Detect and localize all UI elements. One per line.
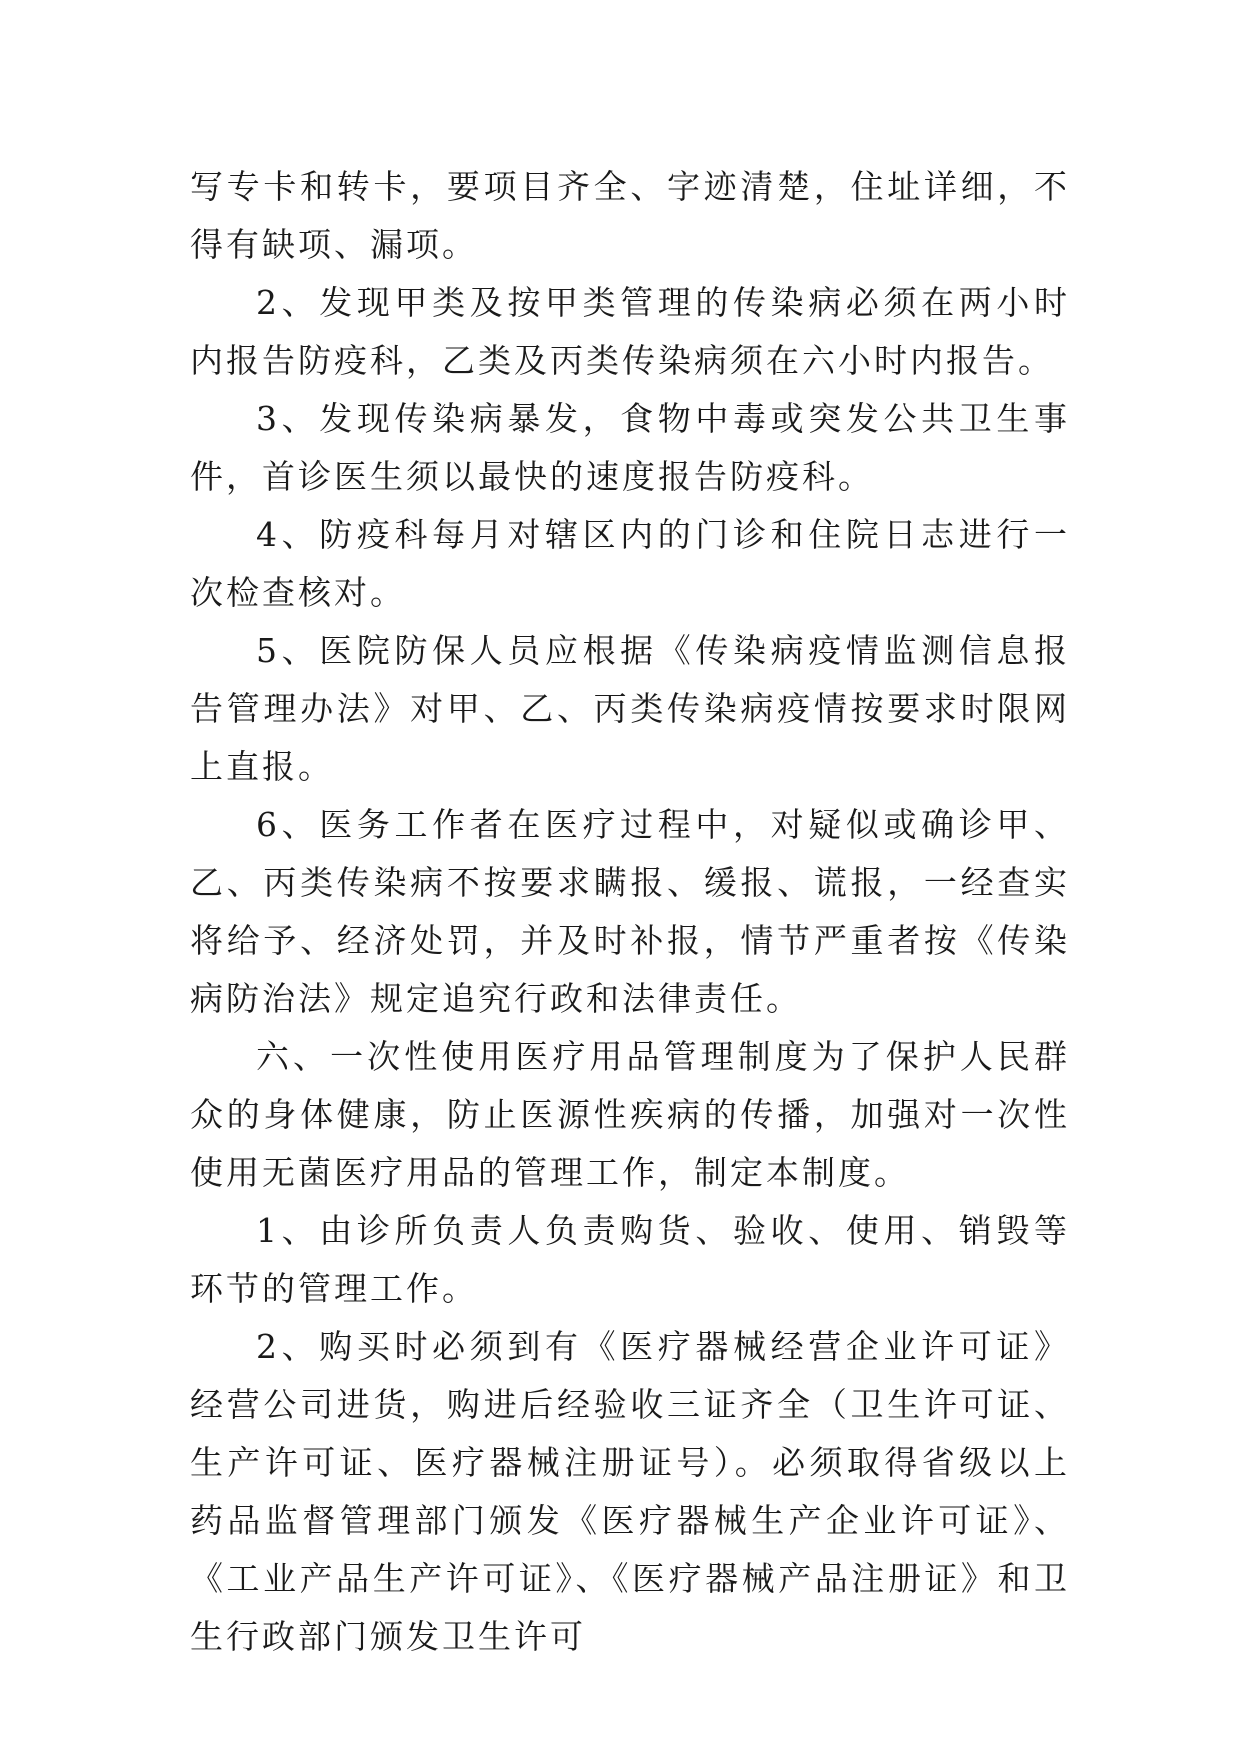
paragraph-continuation: 写专卡和转卡，要项目齐全、字迹清楚，住址详细，不得有缺项、漏项。 [190,167,1070,264]
paragraph-section-6-item-1: 1、由诊所负责人负责购货、验收、使用、销毁等环节的管理工作。 [190,1211,1070,1308]
paragraph-item-2-report-timing: 2、发现甲类及按甲类管理的传染病必须在两小时内报告防疫科，乙类及丙类传染病须在六小时内报告。 [190,283,1070,380]
paragraph-item-6-penalty: 6、医务工作者在医疗过程中，对疑似或确诊甲、乙、丙类传染病不按要求瞒报、缓报、谎报，一经查实将给予、经济处罚，并及时补报，情节严重者按《传染病防治法》规定追究行政和法律责任。 [190,805,1070,1018]
paragraph-item-4-monthly-check: 4、防疫科每月对辖区内的门诊和住院日志进行一次检查核对。 [190,515,1070,612]
paragraph-item-3-outbreak-report: 3、发现传染病暴发，食物中毒或突发公共卫生事件，首诊医生须以最快的速度报告防疫科。 [190,399,1070,496]
paragraph-section-6-heading: 六、一次性使用医疗用品管理制度为了保护人民群众的身体健康，防止医源性疾病的传播，加强对一次性使用无菌医疗用品的管理工作，制定本制度。 [190,1037,1070,1192]
document-body [190,158,1070,1666]
paragraph-section-6-item-2: 2、购买时必须到有《医疗器械经营企业许可证》经营公司进货，购进后经验收三证齐全（卫生许可证、生产许可证、医疗器械注册证号）。必须取得省级以上药品监督管理部门颁发《医疗器械生产企业许可证》、《工业产品生产许可证》、《医疗器械产品注册证》和卫生行政部门颁发卫生许可 [190,1327,1070,1656]
paragraph-item-5-online-report: 5、医院防保人员应根据《传染病疫情监测信息报告管理办法》对甲、乙、丙类传染病疫情按要求时限网上直报。 [190,631,1070,786]
